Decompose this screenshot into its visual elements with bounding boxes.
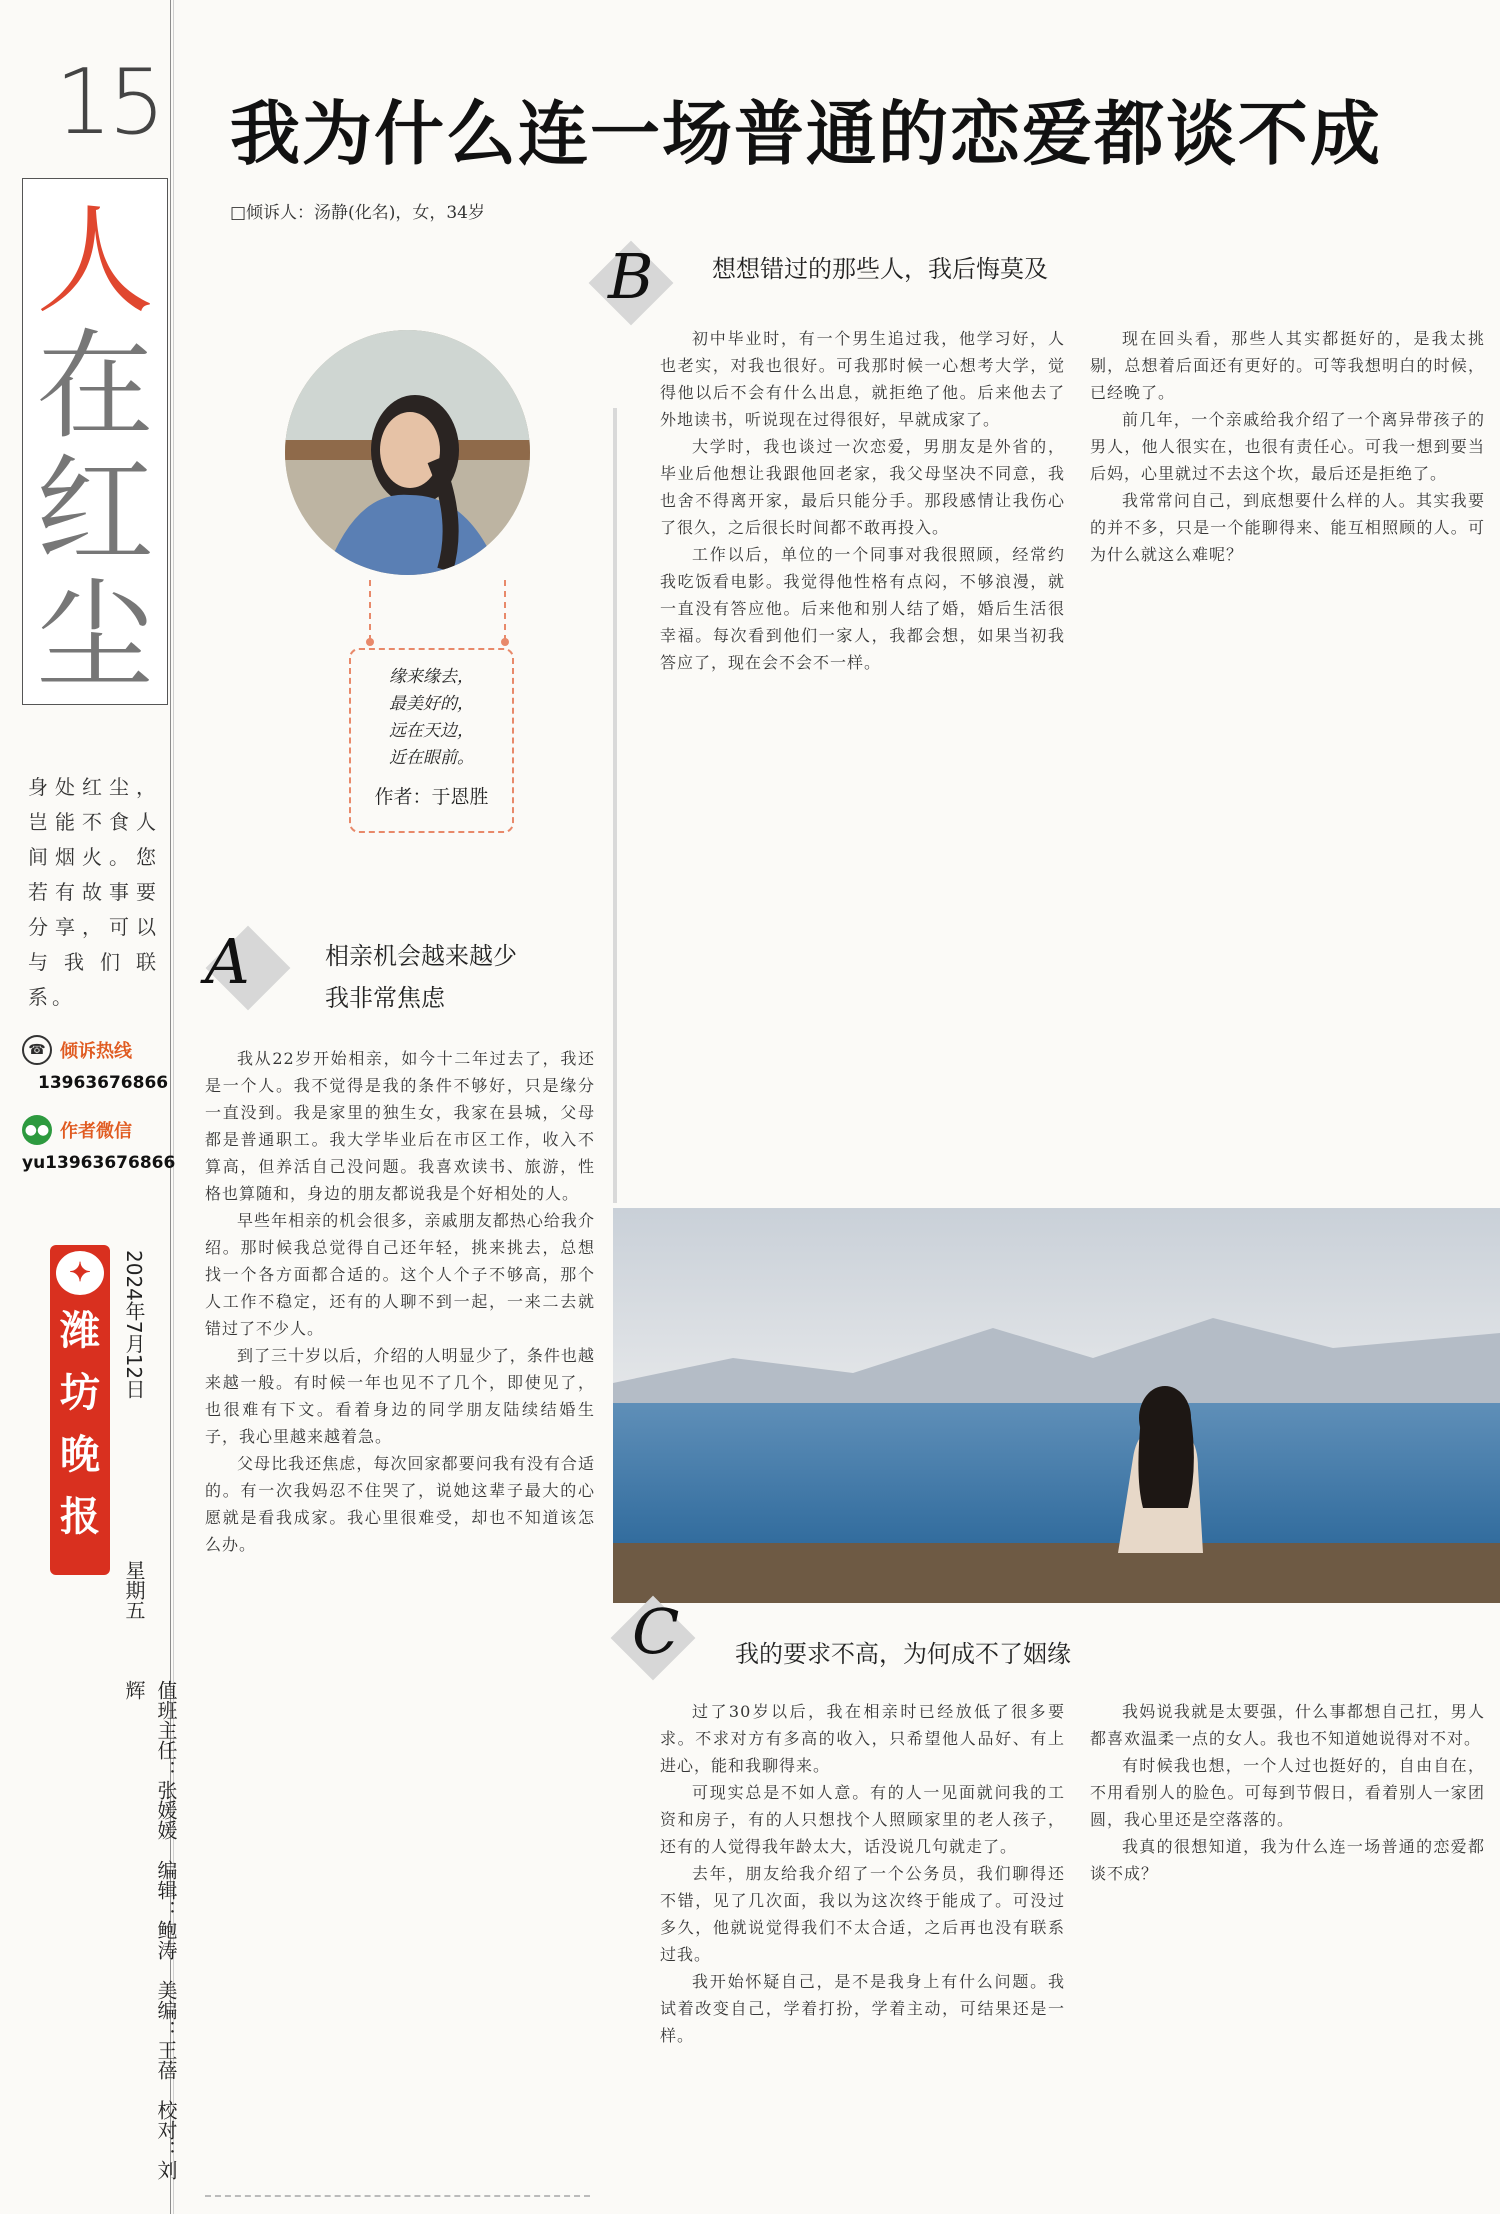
section-a-body (205, 1045, 595, 2180)
section-c-paragraph: 我开始怀疑自己，是不是我身上有什么问题。我试着改变自己，学着打扮，学着主动，可结果还是一样。 (660, 1972, 1065, 2045)
section-b-paragraph: 工作以后，单位的一个同事对我很照顾，经常约我吃饭看电影。我觉得他性格有点闷，不够浪漫，就一直没有答应他。后来他和别人结了婚，婚后生活很幸福。每次看到他们一家人，我都会想，如果当初我答应了，现在会不会不一样。 (660, 545, 1065, 672)
section-b-paragraph: 我常常问自己，到底想要什么样的人。其实我要的并不多，只是一个能聊得来、能互相照顾的人。可为什么就这么难呢？ (1090, 491, 1485, 564)
issue-weekday: 星期五 (122, 1560, 146, 1620)
section-b-letter: B (608, 240, 654, 313)
logo-char-2: 坊 (60, 1369, 100, 1416)
section-b-paragraph: 现在回头看，那些人其实都挺好的，是我太挑剔，总想着后面还有更好的。可等我想明白的时候，已经晚了。 (1090, 329, 1485, 402)
poem-line-4: 近在眼前。 (389, 748, 474, 768)
section-a-paragraph: 我从22岁开始相亲，如今十二年过去了，我还是一个人。我不觉得是我的条件不够好，只是缘分一直没到。我是家里的独生女，我家在县城，父母都是普通职工。我大学毕业后在市区工作，收入不算高，但养活自己没问题。我喜欢读书、旅游，性格也算随和，身边的朋友都说我是个好相处的人。 (205, 1049, 595, 1203)
section-c-letter: C (632, 1595, 680, 1668)
seaside-photo (613, 1208, 1500, 1603)
section-c-paragraph: 可现实总是不如人意。有的人一见面就问我的工资和房子，有的人只想找个人照顾家里的老人孩子，还有的人觉得我年龄太大，话没说几句就走了。 (660, 1783, 1065, 1856)
section-b-paragraph: 初中毕业时，有一个男生追过我，他学习好，人也老实，对我也很好。可我那时候一心想考大学，觉得他以后不会有什么出息，就拒绝了他。后来他去了外地读书，听说现在过得很好，早就成家了。 (660, 329, 1065, 429)
section-name-box (22, 178, 168, 705)
section-a-title-line-2: 我非常焦虑 (325, 984, 445, 1012)
portrait-illustration (285, 330, 530, 575)
section-char-3: 红 (35, 442, 154, 580)
section-b-paragraph: 大学时，我也谈过一次恋爱，男朋友是外省的，毕业后他想让我跟他回老家，我父母坚决不同意，我也舍不得离开家，最后只能分手。那段感情让我伤心了很久，之后很长时间都不敢再投入。 (660, 437, 1065, 537)
poem-line-1: 缘来缘去， (389, 667, 474, 687)
seaside-illustration (613, 1208, 1500, 1603)
wechat-id: yu13963676866 (22, 1153, 176, 1173)
section-c-paragraph: 有时候我也想，一个人过也挺好的，自由自在，不用看别人的脸色。可每到节假日，看着别人一家团圆，我心里还是空落落的。 (1090, 1756, 1485, 1829)
section-b-side-rule (613, 408, 617, 1203)
logo-emblem-icon: ✦ (56, 1251, 104, 1295)
section-a-title (325, 935, 517, 1019)
hotline-contact (22, 1035, 168, 1093)
wechat-icon: ●● (22, 1115, 52, 1145)
logo-char-4: 报 (60, 1493, 100, 1540)
section-char-4: 尘 (35, 567, 154, 705)
wechat-label: 作者微信 (60, 1121, 132, 1142)
section-c-paragraph: 过了30岁以后，我在相亲时已经放低了很多要求。不求对方有多高的收入，只希望他人品好、有上进心，能和我聊得来。 (660, 1702, 1065, 1775)
poem-line-2: 最美好的， (389, 694, 474, 714)
section-intro: 身处红尘，岂能不食人间烟火。您若有故事要分享，可以与我们联系。 (28, 775, 160, 1009)
section-c-body-col-1 (660, 1698, 1065, 2198)
poem-box (349, 648, 514, 833)
section-b-body-col-1 (660, 325, 1065, 1200)
section-b-paragraph: 前几年，一个亲戚给我介绍了一个离异带孩子的男人，他人很实在，也很有责任心。可我一想到要当后妈，心里就过不去这个坎，最后还是拒绝了。 (1090, 410, 1485, 483)
logo-char-3: 晚 (60, 1431, 100, 1478)
section-char-1: 人 (35, 192, 154, 330)
section-b-body-col-2 (1090, 325, 1485, 1200)
author-name: 作者：于恩胜 (374, 786, 489, 808)
hotline-number: 13963676866 (38, 1073, 169, 1093)
section-a-paragraph: 父母比我还焦虑，每次回家都要问我有没有合适的。有一次我妈忍不住哭了，说她这辈子最大的心愿就是看我成家。我心里很难受，却也不知道该怎么办。 (205, 1454, 595, 1554)
section-a-footer-rule (205, 2195, 590, 2197)
section-a-paragraph: 早些年相亲的机会很多，亲戚朋友都热心给我介绍。那时候我总觉得自己还年轻，挑来挑去，总想找一个各方面都合适的。这个人个子不够高，那个人工作不稳定，还有的人聊不到一起，一来二去就错过了不少人。 (205, 1211, 595, 1338)
hotline-label: 倾诉热线 (60, 1041, 132, 1062)
page-number: 15 (55, 50, 162, 155)
narrator-info: □倾诉人：汤静(化名)，女，34岁 (230, 203, 485, 223)
newspaper-logo (50, 1245, 110, 1575)
section-c-body-col-2 (1090, 1698, 1485, 2198)
section-char-2: 在 (35, 317, 154, 455)
section-c-paragraph: 去年，朋友给我介绍了一个公务员，我们聊得还不错，见了几次面，我以为这次终于能成了。可没过多久，他就说觉得我们不太合适，之后再也没有联系过我。 (660, 1864, 1065, 1964)
logo-char-1: 潍 (60, 1307, 100, 1354)
section-c-paragraph: 我真的很想知道，我为什么连一场普通的恋爱都谈不成？ (1090, 1837, 1485, 1883)
section-a-title-line-1: 相亲机会越来越少 (325, 942, 517, 970)
article-headline: 我为什么连一场普通的恋爱都谈不成 (230, 93, 1382, 175)
section-a-letter: A (205, 925, 250, 998)
author-portrait (285, 330, 530, 575)
section-b-title: 想想错过的那些人，我后悔莫及 (712, 255, 1048, 283)
editor-credits: 值班主任：张媛媛 编辑：鲍涛 美编：王蓓 校对：刘辉 (122, 1680, 178, 2180)
section-a-paragraph: 到了三十岁以后，介绍的人明显少了，条件也越来越一般。有时候一年也见不了几个，即使见了，也很难有下文。看着身边的同学朋友陆续结婚生子，我心里越来越着急。 (205, 1346, 595, 1446)
wechat-contact (22, 1115, 175, 1173)
poem-line-3: 远在天边， (389, 721, 474, 741)
section-c-title: 我的要求不高，为何成不了姻缘 (735, 1640, 1071, 1668)
phone-icon: ☎ (22, 1035, 52, 1065)
issue-date: 2024年7月12日 (122, 1250, 146, 1400)
section-c-paragraph: 我妈说我就是太要强，什么事都想自己扛，男人都喜欢温柔一点的女人。我也不知道她说得对不对。 (1090, 1702, 1485, 1748)
